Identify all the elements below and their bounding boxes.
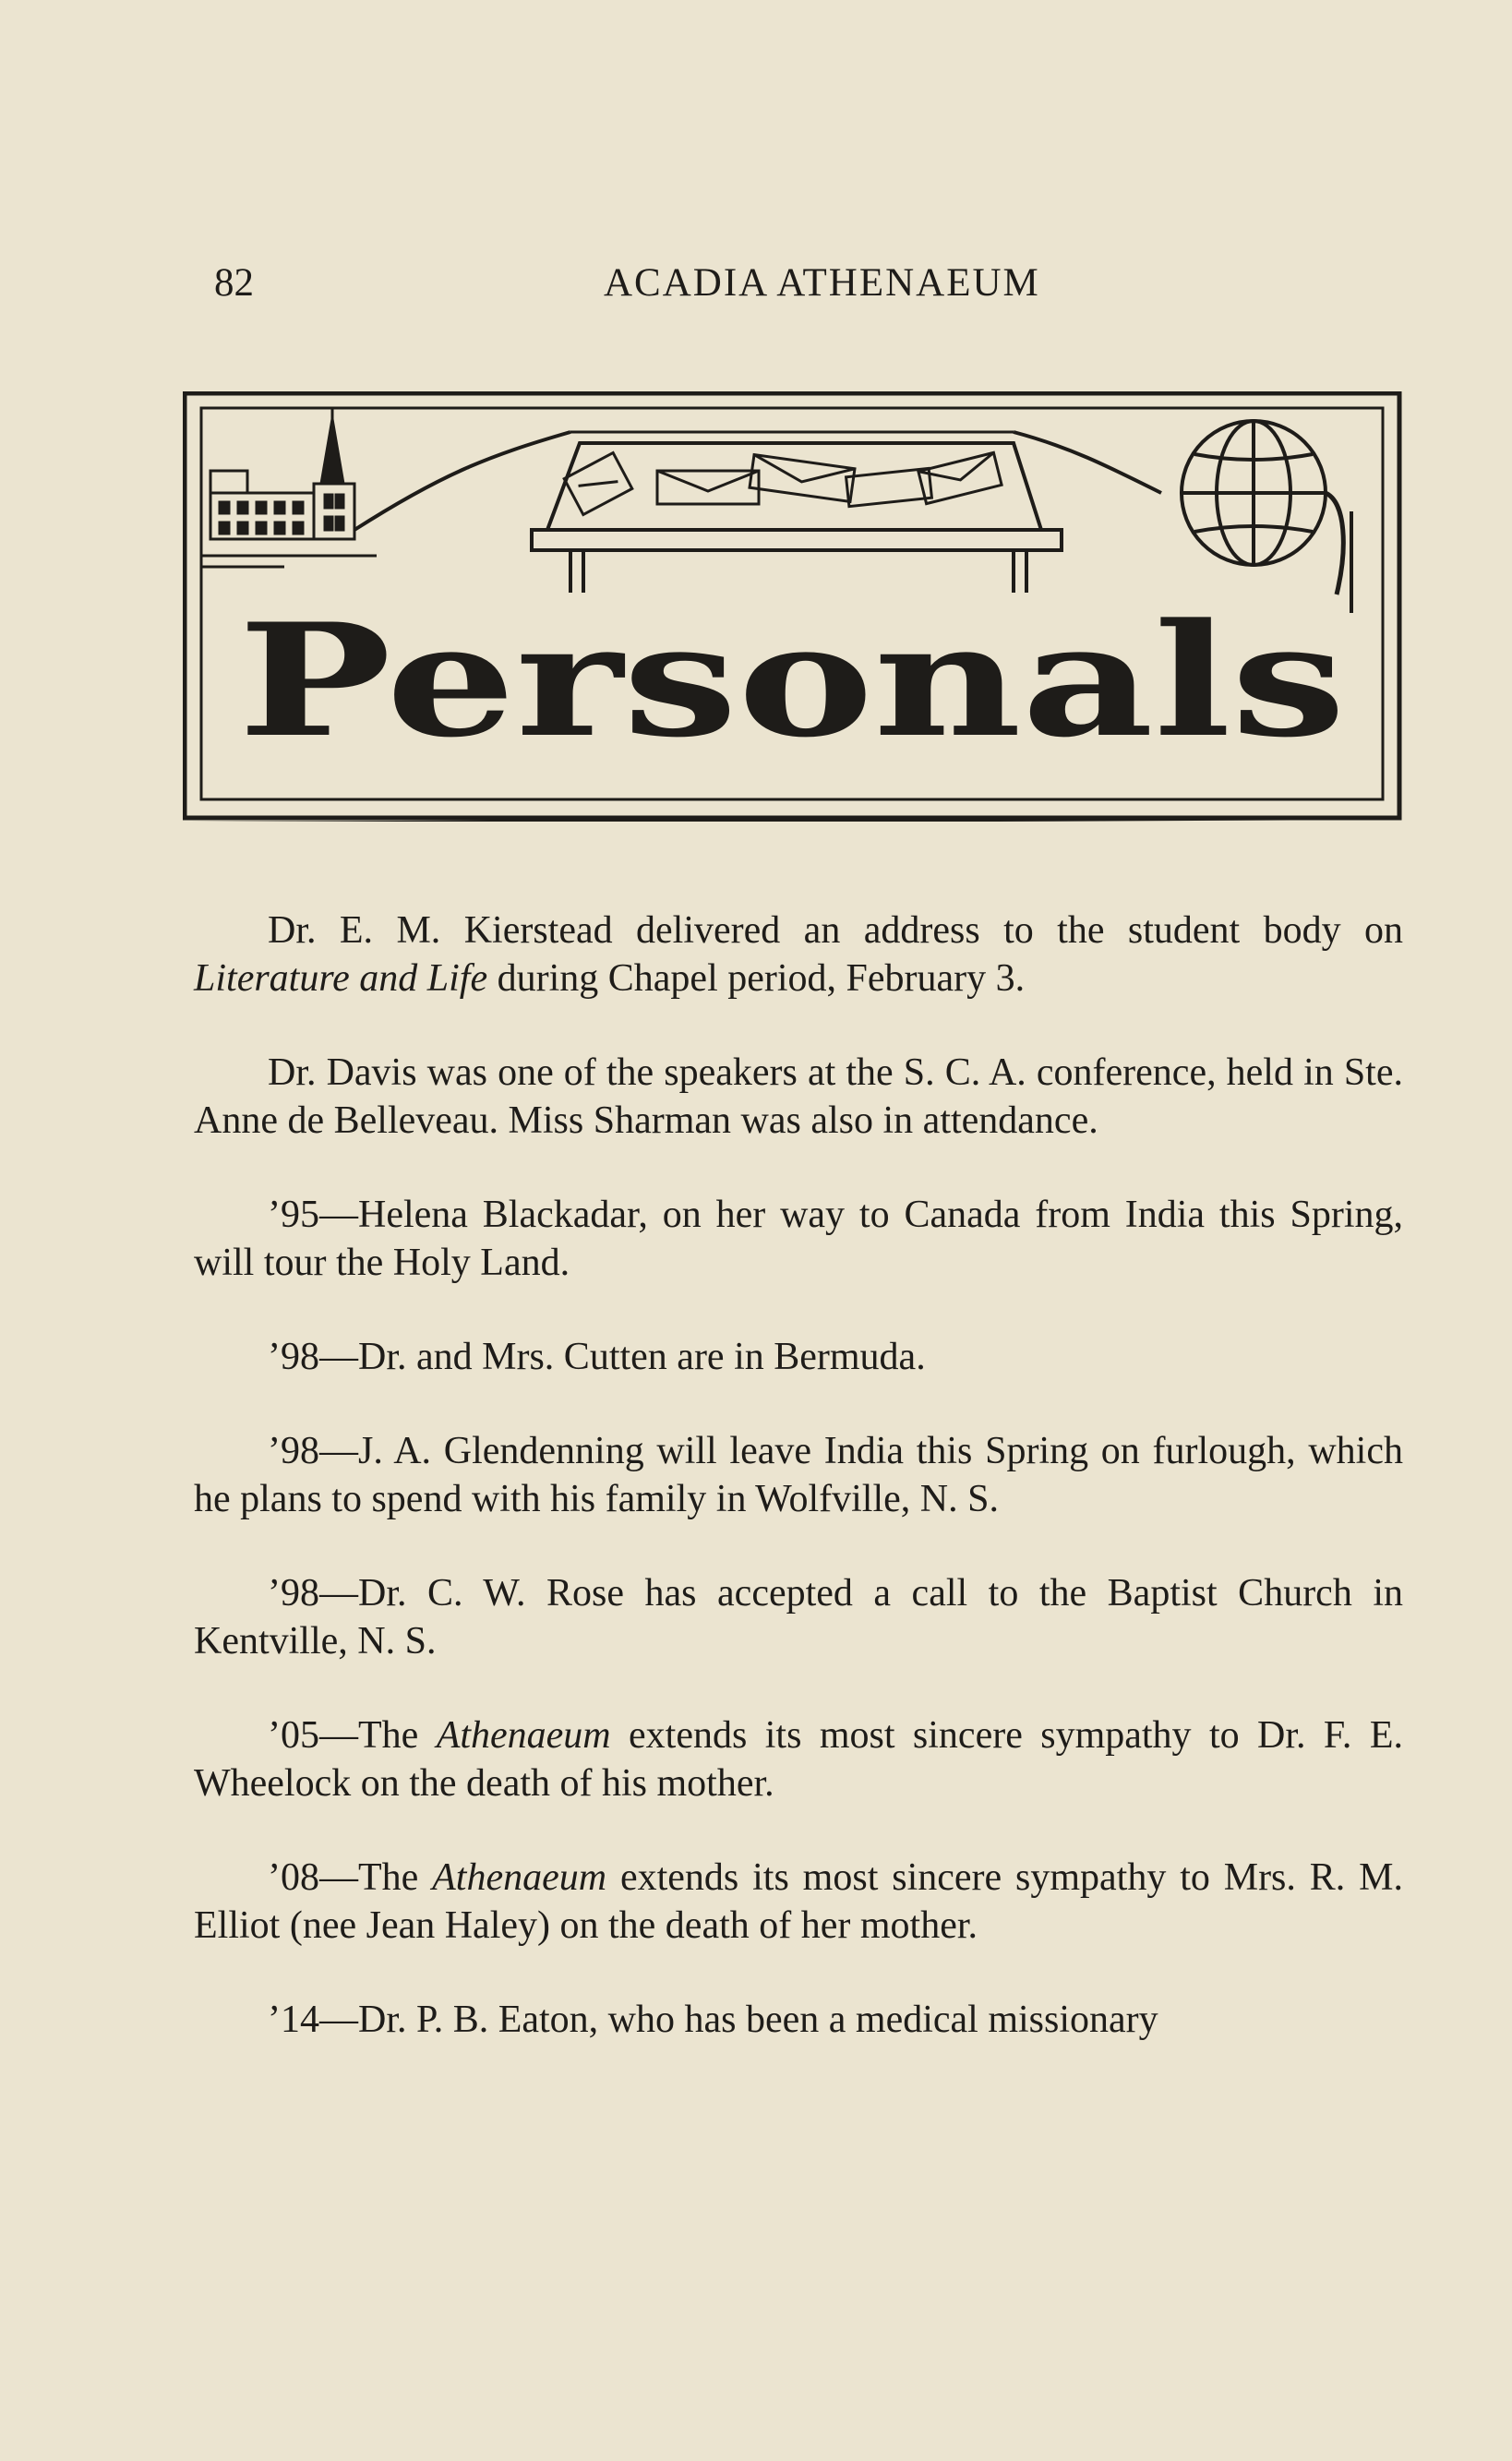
personals-article (194, 906, 1403, 2044)
item-emphasis: Athenaeum (436, 1714, 611, 1757)
personal-item: Dr. Davis was one of the speakers at the S. C. A. conference, held in Ste. Anne de Belleveau. Miss Sharman was also in attendance. (194, 1051, 1403, 1142)
page-header (214, 260, 1137, 316)
personals-banner (183, 391, 1403, 822)
college-building-icon (201, 408, 377, 567)
personal-item: ’98—Dr. and Mrs. Cutten are in Bermuda. (268, 1336, 926, 1378)
personal-item: ’98—Dr. C. W. Rose has accepted a call to the Baptist Church in Kentville, N. S. (194, 1572, 1403, 1663)
running-title: ACADIA ATHENAEUM (604, 261, 1040, 305)
page-number: 82 (214, 261, 254, 305)
personal-item: ’14—Dr. P. B. Eaton, who has been a medical missionary (268, 1999, 1158, 2041)
banner-title: Personals (238, 589, 1346, 772)
item-text: during Chapel period, February 3. (487, 957, 1026, 1000)
globe-icon (1182, 421, 1351, 613)
item-emphasis: Literature and Life (194, 957, 488, 1000)
item-text: extends its most sincere sympathy to Mrs. R. M. Elliot (nee Jean Haley) on the death of her mother. (194, 1856, 1403, 1947)
item-emphasis: Athenaeum (432, 1856, 607, 1899)
personal-item (194, 1854, 1403, 1950)
personal-item (194, 1711, 1403, 1807)
personal-item: ’95—Helena Blackadar, on her way to Canada from India this Spring, will tour the Holy Land. (194, 1194, 1403, 1284)
personal-item: ’98—J. A. Glendenning will leave India this Spring on furlough, which he plans to spend with his family in Wolfville, N. S. (194, 1430, 1403, 1520)
item-text: ’05—The (268, 1714, 437, 1757)
item-text: Dr. E. M. Kierstead delivered an address to the student body on (268, 909, 1403, 952)
desk-with-letters-icon (532, 443, 1062, 593)
item-text: extends its most sincere sympathy to Dr. F. E. Wheelock on the death of his mother. (194, 1714, 1403, 1805)
item-text: ’08—The (268, 1856, 433, 1899)
personal-item (194, 906, 1403, 1002)
